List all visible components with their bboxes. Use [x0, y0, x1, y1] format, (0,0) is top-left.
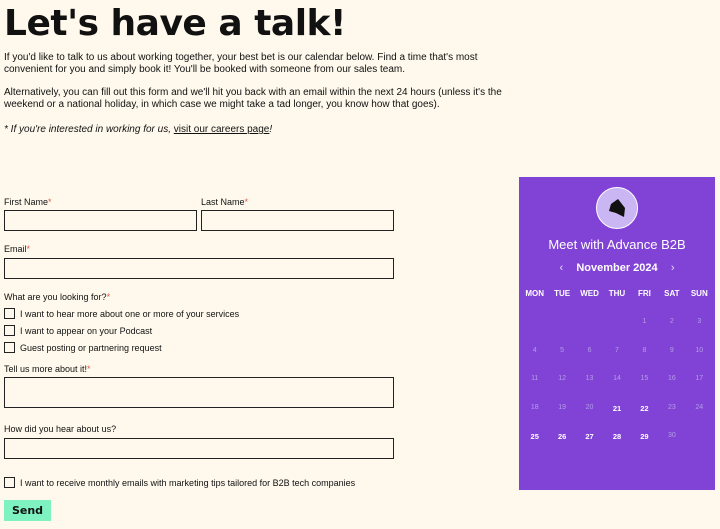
weekday-label: TUE — [554, 289, 571, 298]
empty-day-cell — [603, 318, 630, 347]
empty-day-cell — [548, 318, 575, 347]
calendar-widget — [519, 177, 715, 490]
unavailable-day: 13 — [585, 375, 594, 383]
option-services[interactable]: I want to hear more about one or more of your services — [4, 308, 239, 319]
company-logo — [596, 187, 638, 229]
unavailable-day: 6 — [587, 346, 592, 354]
day-grid — [521, 318, 713, 461]
weekday-label: SAT — [664, 289, 680, 298]
newsletter-option[interactable]: I want to receive monthly emails with marketing tips tailored for B2B tech companies — [4, 477, 355, 488]
unavailable-day: 2 — [669, 318, 674, 325]
logo-mark-icon — [605, 196, 629, 220]
unavailable-day: 7 — [615, 346, 619, 354]
hear-about-field[interactable] — [4, 438, 394, 459]
option-podcast[interactable]: I want to appear on your Podcast — [4, 325, 152, 336]
unavailable-day: 30 — [667, 432, 676, 440]
option-podcast-checkbox[interactable] — [4, 325, 15, 336]
calendar-title: Meet with Advance B2B — [548, 237, 686, 252]
unavailable-day: 4 — [532, 346, 537, 354]
last-name-field[interactable] — [201, 210, 394, 231]
unavailable-day: 24 — [695, 403, 704, 411]
month-navigation — [519, 262, 715, 274]
unavailable-day: 5 — [560, 346, 565, 354]
available-day[interactable]: 22 — [640, 403, 649, 413]
available-day[interactable]: 29 — [640, 432, 649, 442]
option-guest-posting-checkbox[interactable] — [4, 342, 15, 353]
unavailable-day: 9 — [669, 346, 674, 354]
first-name-label: First Name* — [4, 197, 52, 207]
looking-for-label: What are you looking for?* — [4, 292, 111, 302]
careers-note — [4, 124, 514, 136]
intro-paragraph: If you'd like to talk to us about working together, your best bet is our calendar below. Find a time that's most convenient for you and simply book it! You'll be booked with someone from our sales team. — [4, 52, 478, 75]
newsletter-checkbox[interactable] — [4, 477, 15, 488]
unavailable-day: 23 — [667, 403, 676, 411]
unavailable-day: 16 — [667, 375, 676, 383]
unavailable-day: 8 — [642, 346, 647, 354]
tell-more-textarea[interactable] — [4, 377, 394, 408]
unavailable-day: 17 — [695, 375, 704, 383]
unavailable-day: 20 — [585, 403, 594, 411]
month-label: November 2024 — [576, 262, 658, 274]
option-services-checkbox[interactable] — [4, 308, 15, 319]
unavailable-day: 14 — [613, 375, 621, 383]
unavailable-day: 3 — [697, 318, 702, 325]
weekday-label: SUN — [690, 289, 708, 298]
page-title: Let's have a talk! — [4, 3, 346, 44]
option-guest-posting[interactable]: Guest posting or partnering request — [4, 342, 162, 353]
available-day[interactable]: 25 — [530, 432, 539, 442]
weekday-label: WED — [580, 289, 599, 298]
email-label: Email* — [4, 244, 31, 254]
careers-note-suffix: ! — [269, 124, 273, 135]
careers-note-prefix: * If you're interested in working for us, — [4, 124, 174, 135]
unavailable-day: 12 — [558, 375, 567, 383]
unavailable-day: 11 — [531, 375, 539, 383]
careers-link[interactable]: visit our careers page — [173, 124, 270, 135]
available-day[interactable]: 21 — [612, 403, 622, 413]
available-day[interactable]: 28 — [612, 432, 622, 442]
send-button[interactable]: Send — [4, 500, 51, 521]
next-month-icon[interactable]: › — [670, 262, 675, 274]
hear-about-label: How did you hear about us? — [4, 424, 117, 434]
unavailable-day: 1 — [642, 318, 647, 325]
unavailable-day: 19 — [558, 403, 567, 411]
alternative-paragraph: Alternatively, you can fill out this form and we'll hit you back with an email within the next 24 hours (unless it's the weekend or a national holiday, in which case we might take a tad longer, you know how that goes). — [4, 87, 502, 110]
available-day[interactable]: 26 — [557, 432, 567, 442]
weekday-label: FRI — [637, 289, 651, 298]
unavailable-day: 10 — [695, 346, 704, 354]
tell-more-label: Tell us more about it!* — [4, 364, 91, 374]
empty-day-cell — [576, 318, 603, 347]
empty-day-cell — [521, 318, 548, 347]
email-field[interactable] — [4, 258, 394, 279]
weekday-label: MON — [525, 289, 545, 298]
unavailable-day: 15 — [640, 375, 649, 383]
last-name-label: Last Name* — [201, 197, 249, 207]
first-name-field[interactable] — [4, 210, 197, 231]
weekday-label: THU — [608, 289, 626, 298]
weekday-header — [521, 289, 713, 298]
unavailable-day: 18 — [530, 403, 539, 411]
available-day[interactable]: 27 — [585, 432, 594, 442]
prev-month-icon[interactable]: ‹ — [559, 262, 564, 274]
